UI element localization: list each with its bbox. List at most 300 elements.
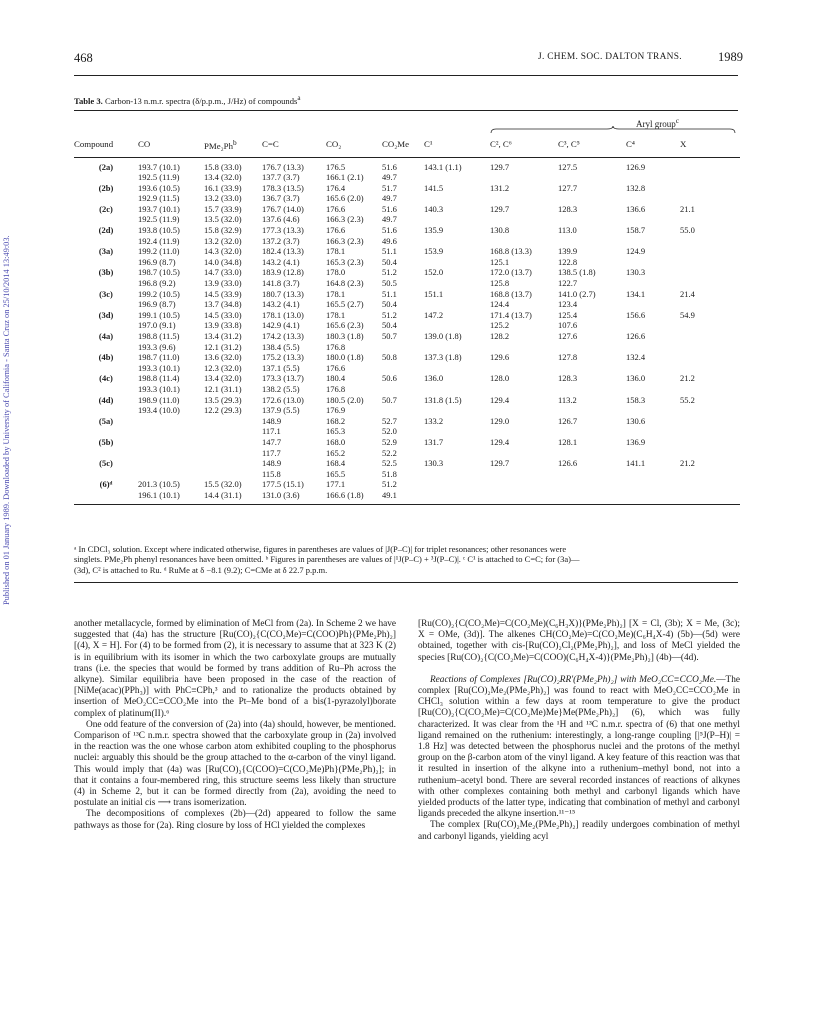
table-cell: 14.5 (33.9)	[204, 288, 242, 299]
table-cell: 51.7	[382, 182, 397, 193]
table-cell: 165.3 (2.3)	[326, 256, 364, 267]
table-cell: 52.0	[382, 426, 397, 437]
table-cell: 176.4	[326, 182, 346, 193]
table-cell	[424, 320, 490, 331]
table-cell	[680, 469, 740, 480]
table-cell	[490, 490, 558, 504]
table-cell: 141.1	[626, 458, 646, 469]
table-cell	[626, 469, 680, 480]
table-cell: 50.7	[382, 331, 397, 342]
table-row	[74, 289, 740, 300]
table-cell: 122.8	[558, 256, 578, 267]
table-cell: 141.5	[424, 182, 444, 193]
table-cell: 198.7 (10.5)	[138, 267, 180, 278]
table-cell: 51.6	[382, 161, 397, 172]
table-row	[74, 384, 740, 395]
table-cell	[424, 236, 490, 247]
table-cell: 152.0	[424, 267, 444, 278]
table-cell: 193.3 (9.6)	[138, 341, 176, 352]
table-cell: 192.5 (11.9)	[138, 172, 180, 183]
table-cell	[138, 469, 204, 480]
table-cell	[680, 320, 740, 331]
table-cell	[490, 405, 558, 416]
col-compound: Compound	[74, 138, 138, 157]
table-cell: 131.7	[424, 436, 444, 447]
table-cell: 49.7	[382, 172, 397, 183]
table-cell: 143.2 (4.1)	[262, 299, 300, 310]
col-c2-c6: C², C⁶	[490, 138, 558, 157]
left-column	[74, 619, 396, 832]
table-cell: 126.9	[626, 161, 646, 172]
table-cell: 165.2	[326, 447, 346, 458]
table-cell: 139.9	[558, 246, 578, 257]
table-cell	[138, 448, 204, 459]
table-cell	[490, 469, 558, 480]
table-cell: 131.8 (1.5)	[424, 394, 462, 405]
table-cell: 50.7	[382, 394, 397, 405]
table-cell	[680, 214, 740, 225]
compound-cell	[74, 299, 138, 310]
table-cell: 193.7 (10.1)	[138, 161, 180, 172]
table-cell: 21.2	[680, 373, 695, 384]
compound-cell: (2d)	[98, 225, 114, 236]
table-cell	[680, 236, 740, 247]
compound-cell	[74, 214, 138, 225]
table-cell	[204, 416, 262, 427]
col-pme2ph: PMe₂Ph$^b$	[204, 138, 262, 157]
compound-cell: (3b)	[98, 267, 114, 278]
table-cell	[558, 405, 626, 416]
table-cell: 15.8 (33.0)	[204, 161, 242, 172]
table-cell: 158.7	[626, 225, 646, 236]
table-cell: 131.2	[490, 182, 510, 193]
table-cell: 124.9	[626, 246, 646, 257]
table-cell: 128.0	[490, 373, 510, 384]
table-cell: 193.3 (10.1)	[138, 362, 180, 373]
table-cell: 176.6	[326, 203, 346, 214]
table-cell: 13.2 (32.0)	[204, 235, 242, 246]
table-cell: 49.7	[382, 214, 397, 225]
table-cell	[424, 469, 490, 480]
table-cell: 136.9	[626, 436, 646, 447]
table-cell: 176.7 (14.0)	[262, 203, 304, 214]
table-cell: 13.4 (31.2)	[204, 331, 242, 342]
table-cell: 180.7 (13.3)	[262, 288, 304, 299]
table-cell: 183.9 (12.8)	[262, 267, 304, 278]
table-row	[74, 352, 740, 363]
table-cell: 138.5 (1.8)	[558, 267, 596, 278]
table-cell: 176.6	[326, 225, 346, 236]
table-cell: 136.7 (3.7)	[262, 193, 300, 204]
table-cell: 129.7	[490, 161, 510, 172]
table-cell: 168.2	[326, 415, 346, 426]
table-cell	[382, 342, 424, 353]
table-cell: 15.8 (32.9)	[204, 225, 242, 236]
table-cell: 141.0 (2.7)	[558, 288, 596, 299]
table-cell: 122.7	[558, 278, 578, 289]
table-cell: 142.9 (4.1)	[262, 320, 300, 331]
table-row	[74, 267, 740, 278]
table-cell: 125.4	[558, 309, 578, 320]
table-row	[74, 299, 740, 310]
table-cell	[680, 331, 740, 342]
table-cell	[680, 342, 740, 353]
table-row	[74, 479, 740, 490]
table-cell	[680, 384, 740, 395]
table-cell: 129.7	[490, 203, 510, 214]
table-bottom-rule	[74, 582, 738, 583]
table-cell: 156.6	[626, 309, 646, 320]
table-cell: 172.6 (13.0)	[262, 394, 304, 405]
table-cell: 165.5	[326, 468, 346, 479]
table-row	[74, 246, 740, 257]
table-cell: 201.3 (10.5)	[138, 479, 180, 490]
table-cell: 128.3	[558, 373, 578, 384]
table-cell: 137.1 (5.5)	[262, 362, 300, 373]
table-cell: 14.7 (33.0)	[204, 267, 242, 278]
table-cell	[558, 193, 626, 204]
table-cell	[490, 214, 558, 225]
aryl-group-brace	[490, 126, 736, 134]
table-cell	[680, 352, 740, 363]
compound-cell: (6)ᵈ	[99, 479, 113, 490]
table-cell	[680, 267, 740, 278]
table-cell	[490, 384, 558, 395]
table-cell: 14.5 (33.0)	[204, 309, 242, 320]
table-cell: 129.7	[490, 458, 510, 469]
table-cell: 50.4	[382, 299, 397, 310]
table-row	[74, 157, 740, 172]
table-cell: 131.0 (3.6)	[262, 490, 326, 504]
table-top-rule	[74, 110, 738, 111]
table-cell	[680, 416, 740, 427]
table-cell: 125.1	[490, 256, 510, 267]
compound-cell: (2a)	[98, 161, 114, 172]
table-cell: 126.6	[558, 458, 578, 469]
compound-cell: (5a)	[98, 415, 114, 426]
table-cell: 14.4 (31.1)	[204, 490, 262, 504]
table-cell: 199.1 (10.5)	[138, 309, 180, 320]
table-cell	[626, 405, 680, 416]
compound-cell	[74, 448, 138, 459]
table-cell: 193.8 (10.5)	[138, 225, 180, 236]
compound-cell	[74, 469, 138, 480]
table-cell: 52.7	[382, 415, 397, 426]
table-cell: 13.9 (33.0)	[204, 278, 242, 289]
table-cell	[424, 479, 490, 490]
table-cell: 113.2	[558, 394, 577, 405]
table-cell: 168.0	[326, 436, 346, 447]
table-cell	[626, 342, 680, 353]
table-cell: 21.1	[680, 203, 695, 214]
table-cell: 192.4 (11.9)	[138, 235, 180, 246]
table-cell: 49.1	[382, 490, 424, 504]
compound-cell: (3c)	[99, 288, 113, 299]
nmr-table	[74, 138, 740, 505]
table-cell: 126.7	[558, 415, 578, 426]
table-cell: 166.3 (2.3)	[326, 214, 364, 225]
table-cell: 198.8 (11.5)	[138, 331, 180, 342]
section-heading: Reactions of Complexes [Ru(CO)₂RR′(PMe₂Ph)₂] with MeO₂CC≡CCO₂Me.	[430, 674, 717, 685]
table-cell: 15.5 (32.0)	[204, 479, 242, 490]
table-cell	[680, 257, 740, 268]
table-cell	[626, 426, 680, 437]
table-cell	[626, 384, 680, 395]
compound-cell	[74, 342, 138, 353]
table-cell: 55.0	[680, 225, 695, 236]
right-column	[418, 619, 740, 843]
table-cell	[490, 172, 558, 183]
table-cell: 172.0 (13.7)	[490, 267, 532, 278]
table-cell	[626, 363, 680, 374]
table-cell: 51.1	[382, 246, 397, 257]
table-cell: 115.8	[262, 468, 281, 479]
table-cell	[680, 426, 740, 437]
table-cell: 52.9	[382, 436, 397, 447]
table-cell: 192.5 (11.9)	[138, 214, 180, 225]
table-cell	[424, 278, 490, 289]
table-cell: 196.8 (9.2)	[138, 278, 176, 289]
col-c4: C⁴	[626, 138, 680, 157]
table-cell: 134.1	[626, 288, 646, 299]
table-cell: 14.0 (34.8)	[204, 256, 242, 267]
table-cell: 168.4	[326, 458, 346, 469]
table-cell: 138.4 (5.5)	[262, 341, 300, 352]
table-cell	[424, 342, 490, 353]
compound-cell	[74, 320, 138, 331]
table-cell: 165.6 (2.3)	[326, 320, 364, 331]
table-cell: 141.8 (3.7)	[262, 278, 300, 289]
table-cell: 13.4 (32.0)	[204, 172, 242, 183]
table-cell: 143.2 (4.1)	[262, 256, 300, 267]
table-cell	[490, 193, 558, 204]
table-cell	[424, 363, 490, 374]
table-cell: 174.2 (13.3)	[262, 331, 304, 342]
table-cell: 127.8	[558, 352, 578, 363]
table-cell: 173.3 (13.7)	[262, 373, 304, 384]
table-cell	[680, 448, 740, 459]
table-cell	[626, 479, 680, 490]
table-cell: 192.9 (11.5)	[138, 193, 180, 204]
table-cell: 180.4	[326, 373, 346, 384]
table-cell: 136.0	[626, 373, 646, 384]
table-cell: 140.3	[424, 203, 444, 214]
table-cell: 168.8 (13.7)	[490, 288, 532, 299]
table-cell: 130.3	[626, 267, 646, 278]
table-row	[74, 225, 740, 236]
col-co2: CO₂	[326, 138, 382, 157]
table-cell	[558, 490, 626, 504]
table-cell: 49.7	[382, 193, 397, 204]
table-cell: 51.6	[382, 225, 397, 236]
aryl-footnote-mark: c	[675, 116, 680, 125]
table-cell: 50.4	[382, 256, 397, 267]
paragraph: The complex [Ru(CO)₂Me₂(PMe₂Ph)₂] readily undergoes combination of methyl and carbonyl ligands, yielding acyl	[418, 820, 740, 842]
table-cell	[680, 246, 740, 257]
col-co: CO	[138, 138, 204, 157]
table-cell: 166.3 (2.3)	[326, 235, 364, 246]
compound-cell: (2b)	[98, 182, 114, 193]
table-row	[74, 363, 740, 374]
table-cell	[626, 236, 680, 247]
table-cell	[204, 437, 262, 448]
table-row	[74, 469, 740, 480]
table-row	[74, 458, 740, 469]
table-cell: 168.8 (13.3)	[490, 246, 532, 257]
table-cell: 50.5	[382, 278, 397, 289]
table-cell	[680, 172, 740, 183]
table-cell: 12.1 (31.1)	[204, 383, 242, 394]
aryl-group-label: Aryl group	[636, 119, 676, 129]
table-cell: 129.4	[490, 394, 510, 405]
paragraph: another metallacycle, formed by elimination of MeCl from (2a). In Scheme 2 we have suggested that (4a) has the structure [Ru(CO)₂{C(CO₂Me)=C(COO)Ph}(PMe₂Ph)₂] [(4), X = H]. For (4) to be formed from (2), it is necessary to assume that at 323 K (2) is in equilibrium with its isomer in which the two carboxylate groups are mutually trans (i.e. the species that would be formed by trans addition of Ru–Ph across the alkyne). Similar equilibria have been proposed in the case of the reaction of [NiMe(acac)(PPh₃)] with PhC≡CPh,³ and to rationalize the products obtained by insertion of MeO₂CC≡CCO₂Me into the Pt–Me bond of a bis(1-pyrazolyl)borate complex of platinum(II).⁶	[74, 619, 396, 719]
table-row	[74, 490, 740, 504]
table-cell: 136.0	[424, 373, 444, 384]
table-cell	[558, 469, 626, 480]
table-cell: 125.2	[490, 320, 510, 331]
table-row	[74, 193, 740, 204]
table-cell: 12.1 (31.2)	[204, 341, 242, 352]
table-cell: 50.4	[382, 320, 397, 331]
table-cell	[558, 236, 626, 247]
col-cc: C=C	[262, 138, 326, 157]
compound-cell	[74, 172, 138, 183]
table-cell: 126.6	[626, 331, 646, 342]
table-cell: 127.6	[558, 331, 578, 342]
table-row	[74, 236, 740, 247]
table-cell	[626, 448, 680, 459]
table-cell: 176.5	[326, 161, 346, 172]
table-cell: 178.1	[326, 288, 346, 299]
compound-cell: (3a)	[98, 246, 114, 257]
table-cell	[490, 363, 558, 374]
table-cell	[680, 278, 740, 289]
table-cell	[424, 384, 490, 395]
table-cell: 13.2 (33.0)	[204, 193, 242, 204]
table-caption	[74, 94, 301, 106]
table-cell: 51.2	[382, 267, 397, 278]
table-cell: 176.9	[326, 405, 346, 416]
table-cell: 125.8	[490, 278, 510, 289]
table-cell: 193.6 (10.5)	[138, 182, 180, 193]
compound-cell	[74, 257, 138, 268]
table-cell	[204, 448, 262, 459]
table-cell: 178.0	[326, 267, 346, 278]
table-cell: 196.9 (8.7)	[138, 299, 176, 310]
col-x: X	[680, 138, 740, 157]
table-cell: 137.9 (5.5)	[262, 405, 300, 416]
col-c3-c5: C³, C⁵	[558, 138, 626, 157]
table-cell: 15.7 (33.9)	[204, 203, 242, 214]
table-cell: 151.1	[424, 288, 444, 299]
table-cell: 177.1	[326, 479, 346, 490]
table-cell: 177.3 (13.3)	[262, 225, 304, 236]
table-cell: 196.1 (10.1)	[138, 490, 204, 504]
table-caption-text: Carbon-13 n.m.r. spectra (δ/p.p.m., J/Hz) of compounds	[104, 95, 298, 106]
table-cell	[558, 479, 626, 490]
download-watermark: Published on 01 January 1989. Downloaded by University of California - Santa Cruz on 25/10/2014 13:49:03.	[2, 235, 11, 605]
table-label: Table 3.	[74, 95, 103, 106]
table-cell: 139.0 (1.8)	[424, 331, 462, 342]
table-cell	[680, 183, 740, 194]
table-cell: 128.2	[490, 331, 510, 342]
table-cell: 143.1 (1.1)	[424, 161, 462, 172]
table-cell: 127.7	[558, 182, 578, 193]
table-cell	[424, 193, 490, 204]
page-number: 468	[74, 51, 93, 65]
table-cell	[138, 458, 204, 469]
table-cell: 133.2	[424, 415, 444, 426]
table-cell: 13.5 (29.3)	[204, 394, 242, 405]
table-cell: 178.3 (13.5)	[262, 182, 304, 193]
table-cell: 54.9	[680, 309, 695, 320]
table-cell	[680, 437, 740, 448]
table-cell	[138, 426, 204, 437]
table-row	[74, 214, 740, 225]
journal-name: J. CHEM. SOC. DALTON TRANS.	[538, 52, 682, 62]
table-cell: 176.8	[326, 341, 346, 352]
table-cell: 165.5 (2.7)	[326, 299, 364, 310]
journal-year: 1989	[718, 50, 743, 64]
table-cell	[558, 363, 626, 374]
table-row	[74, 342, 740, 353]
compound-cell: (4a)	[98, 331, 114, 342]
table-cell: 130.3	[424, 458, 444, 469]
table-cell: 135.9	[424, 225, 444, 236]
table-cell: 127.5	[558, 161, 578, 172]
table-cell: 124.4	[490, 299, 510, 310]
table-cell: 13.5 (32.0)	[204, 214, 242, 225]
table-cell	[680, 193, 740, 204]
table-cell: 132.8	[626, 182, 646, 193]
table-cell: 137.6 (4.6)	[262, 214, 300, 225]
table-cell	[490, 342, 558, 353]
table-row	[74, 426, 740, 437]
table-cell: 180.5 (2.0)	[326, 394, 364, 405]
table-cell: 51.2	[382, 309, 397, 320]
table-cell: 130.6	[626, 415, 646, 426]
table-cell	[382, 405, 424, 416]
table-cell: 148.9	[262, 458, 282, 469]
table-cell: 177.5 (15.1)	[262, 479, 304, 490]
table-cell: 12.3 (32.0)	[204, 362, 242, 373]
table-cell: 117.7	[262, 447, 281, 458]
table-cell: 52.2	[382, 447, 397, 458]
table-cell: 137.3 (1.8)	[424, 352, 462, 363]
table-cell: 165.6 (2.0)	[326, 193, 364, 204]
table-cell	[424, 214, 490, 225]
table-cell: 153.9	[424, 246, 444, 257]
table-cell: 198.9 (11.0)	[138, 394, 180, 405]
table-cell	[138, 437, 204, 448]
table-cell: 198.7 (11.0)	[138, 352, 180, 363]
table-cell	[558, 448, 626, 459]
table-cell	[204, 426, 262, 437]
header-rule	[74, 75, 738, 76]
compound-cell	[74, 278, 138, 289]
table-row	[74, 320, 740, 331]
table-cell	[626, 490, 680, 504]
footnote-line: ᵃ In CDCl₃ solution. Except where indicated otherwise, figures in parentheses are values of |J(P–C)| for triplet resonances; other resonances were	[74, 544, 567, 554]
paragraph: [Ru(CO)₂{C(CO₂Me)=C(CO₂Me)(C₆H₃X)}(PMe₂Ph)₂] [X = Cl, (3b); X = Me, (3c); X = OMe, (3d)]. The alkenes CH(CO₂Me)=C(CO₂Me)(C₆H₄X-4) (5b)—(5d) were obtained, together with cis-[Ru(CO)₂Cl₂(PMe₂Ph)₂], and loss of MeCl yielded the species [Ru(CO)₂{C(CO₂Me)=C(COO)(C₆H₄X-4)}(PMe₂Ph)₂] (4b)—(4d).	[418, 619, 740, 663]
table-cell	[424, 426, 490, 437]
table-cell: 12.2 (29.3)	[204, 405, 242, 416]
table-row	[74, 204, 740, 215]
table-cell: 50.8	[382, 352, 397, 363]
col-c1: C¹	[424, 138, 490, 157]
table-cell	[558, 426, 626, 437]
table-cell	[626, 320, 680, 331]
